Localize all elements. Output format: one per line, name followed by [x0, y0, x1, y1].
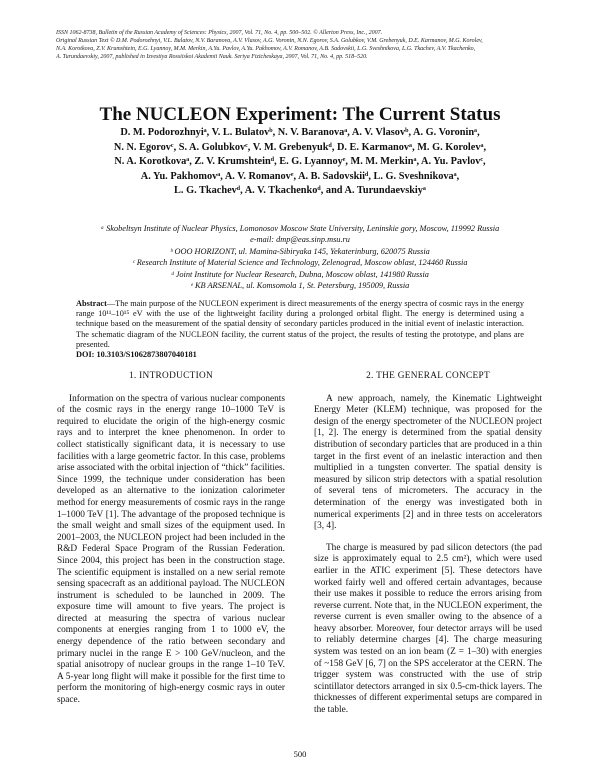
paper-title: The NUCLEON Experiment: The Current Status: [99, 104, 501, 125]
author-line: N. N. Egorovᶜ, S. A. Golubkovᶜ, V. M. Grebenyukᵈ, D. E. Karmanovᵃ, M. G. Korolevᵃ,: [113, 141, 487, 153]
abstract: [76, 299, 524, 350]
section-heading-general-concept: 2. THE GENERAL CONCEPT: [366, 371, 490, 381]
author-list: [40, 126, 560, 199]
header-line: N.A. Korotkova, Z.V. Krumshtein, E.G. Lyannoy, M.M. Merkin, A.Yu. Pavlov, A.Yu. Pakhomov, A.V. Romanov, A.B. Sadovskii, L.G. Sveshnikova, L.G. Tkachev, A.V. Tkachenko,: [56, 46, 476, 52]
paragraph: Information on the spectra of various nuclear components of the cosmic rays in the energy range 10–1000 TeV is required to elucidate the origin of the high-energy cosmic rays and to interpret the knee phenomenon. In order to collect statistically significant data, it is necessary to use facilities with a large geometric factor. In this case, problems arise associated with the orbital injection of “thick” facilities. Since 1999, the technique under consideration has been developed as an alternative to the ionization calorimeter method for energy measurements of cosmic rays in the range 1–1000 TeV [1]. The advantage of the proposed technique is the small weight and small sizes of the equipment used. In 2001–2003, the NUCLEON project had been included in the R&D Federal Space Program of the Russian Federation. Since 2004, this project has been in the construction stage. The scientific equipment is installed on a new serial remote sensing spacecraft as an additional payload. The NUCLEON instrument is scheduled to be launched in 2009. The exposure time will amount to five years. The project is directed at measuring the spectra of various nuclear components at energies ranging from 1 to 1000 eV, the energy dependence of the ratio between secondary and primary nuclei in the range E > 100 GeV/nucleon, and the spatial anisotropy of nuclear groups in the range 1–10 TeV. A 5-year long flight will make it possible for the first time to perform the monitoring of high-energy cosmic rays in outer space.: [57, 393, 285, 706]
journal-header: [56, 29, 556, 61]
author-email: e-mail: dmp@eas.sinp.msu.ru: [250, 235, 350, 245]
column-left: [57, 371, 285, 707]
affiliation: ᶜ Research Institute of Material Science and Technology, Zelenograd, Moscow oblast, 124460 Russia: [132, 258, 468, 268]
author-line: N. A. Korotkovaᵃ, Z. V. Krumshteinᵈ, E. G. Lyannoyᵉ, M. M. Merkinᵃ, A. Yu. Pavlovᶜ,: [114, 156, 486, 168]
doi: DOI: 10.3103/S1062873807040181: [76, 350, 197, 359]
affiliation-list: [40, 223, 560, 291]
header-line: Original Russian Text © D.M. Podorozhnyi, V.L. Bulatov, N.V. Baranova, A.V. Vlasov, A.G. Voronin, N.N. Egorov, S.A. Golubkov, V.M. Grebenyuk, D.E. Karmanov, M.G. Korolev,: [56, 38, 483, 44]
abstract-label: Abstract: [76, 299, 107, 308]
author-line: D. M. Podorozhnyiᵃ, V. L. Bulatovᵇ, N. V. Baranovaᵃ, A. V. Vlasovᵇ, A. G. Voroninᵃ,: [120, 127, 480, 138]
affiliation: ᵉ KB ARSENAL, ul. Komsomola 1, St. Petersburg, 195009, Russia: [190, 281, 410, 291]
column-right: [314, 371, 542, 717]
page-number: 500: [293, 749, 307, 759]
affiliation: ᵇ OOO HORIZONT, ul. Mamina-Sibiryaka 145, Yekaterinburg, 620075 Russia: [170, 246, 430, 256]
affiliation: ᵃ Skobeltsyn Institute of Nuclear Physics, Lomonosov Moscow State University, Leninskie gory, Moscow, 119992 Russia: [100, 224, 500, 233]
affiliation: ᵈ Joint Institute for Nuclear Research, Dubna, Moscow oblast, 141980 Russia: [171, 269, 429, 279]
paragraph: The charge is measured by pad silicon detectors (the pad size is approximately equal to 2.5 cm²), which were used earlier in the ATIC experiment [5]. These detectors have worked fairly well and offered certain advantages, because their use makes it possible to reduce the errors arising from reverse current. Note that, in the NUCLEON experiment, the reverse current is even smaller owing to the absence of a heavy absorber. Moreover, four detector arrays will be used to reliably determine charges [4]. The charge measuring system was tested on an ion beam (Z = 1–30) with energies of ~158 GeV [6, 7] on the SPS accelerator at the CERN. The trigger system was constructed with the use of strip scintillator detectors arranged in six 0.5-cm-thick layers. The thicknesses of different experimental setups are compared in the table.: [314, 542, 542, 716]
header-line: A. Turundaevskiy, 2007, published in Izvestiya Rossiiskoi Akademii Nauk. Seriya Fizicheskaya, 2007, Vol. 71, No. 4, pp. 518–520.: [56, 54, 368, 60]
paragraph: A new approach, namely, the Kinematic Lightweight Energy Meter (KLEM) technique, was proposed for the design of the energy spectrometer of the NUCLEON project [1, 2]. The energy is determined from the spatial density distribution of secondary particles that are produced in a thin target in the first event of an inelastic interaction and then multiplied in a tungsten converter. The spatial density is measured by silicon strip detectors with a spatial resolution of several tens of micrometers. The accuracy in the determination of the energy was investigated both in numerical experiments [2] and in three tests on accelerators [3, 4].: [314, 393, 542, 532]
author-line: L. G. Tkachevᵈ, A. V. Tkachenkoᵈ, and A. Turundaevskiyᵃ: [174, 185, 426, 197]
abstract-text: —The main purpose of the NUCLEON experiment is direct measurements of the energy spectra of cosmic rays in the energy range 10¹¹–10¹⁵ eV with the use of the lightweight facility during a prolonged orbital flight. The energy is determined using a technique based on the measurement of the spatial density of secondary particles produced in the initial event of inelastic interaction. The schematic diagram of the NUCLEON facility, the current status of the project, the results of testing the prototype, and plans are presented.: [76, 299, 524, 349]
section-heading-introduction: 1. INTRODUCTION: [128, 371, 214, 381]
header-line: ISSN 1062-8738, Bulletin of the Russian Academy of Sciences: Physics, 2007, Vol. 71, No. 4, pp. 500–502. © Allerton Press, Inc., 2007.: [56, 30, 383, 36]
author-line: A. Yu. Pakhomovᵃ, A. V. Romanovᵉ, A. B. Sadovskiiᵈ, L. G. Sveshnikovaᵃ,: [140, 170, 460, 182]
